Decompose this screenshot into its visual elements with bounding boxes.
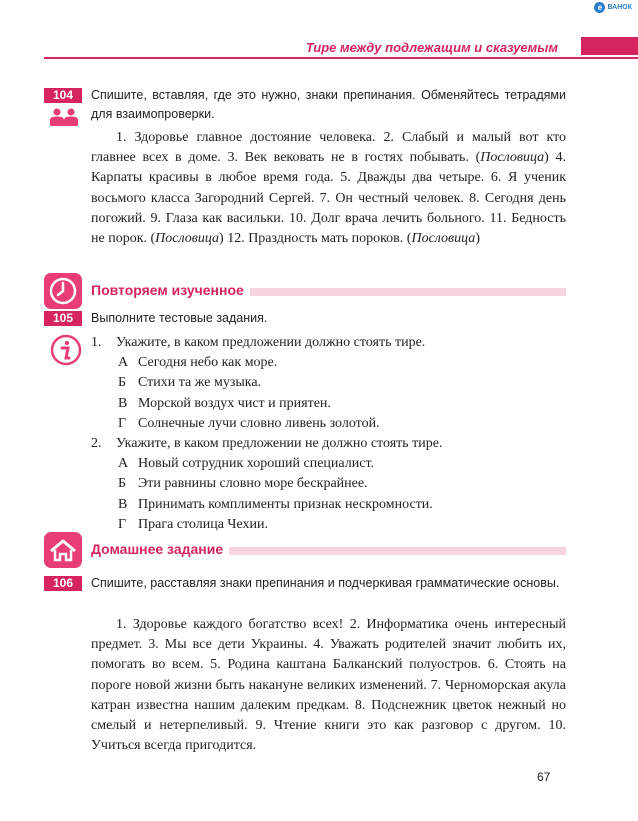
exercise-106-instruction: Спишите, расставляя знаки препинания и подчеркивая грамматические основы. — [91, 576, 560, 590]
section-title-homework: Домашнее задание — [91, 541, 229, 557]
test-questions — [91, 333, 566, 535]
option-letter: В — [118, 395, 128, 411]
option-letter: Б — [118, 476, 127, 492]
question-2 — [91, 434, 566, 454]
source-note: Пословица — [480, 150, 545, 166]
section-title-review: Повторяем изученное — [91, 282, 250, 298]
question-number: 1. — [91, 335, 102, 350]
option-letter: В — [118, 496, 128, 512]
exercise-number-105: 105 — [44, 311, 82, 326]
exercise-106-text: 1. Здоровье каждого богатство всех! 2. Информатика очень интересный предмет. 3. Мы все дети Украины. 4. Уважать родителей значит любить их, помогать во всем. 5. Родина каштана Балканский полуостров. 6. Стоять на пороге новой жизни быть накануне великих изменений. 7. Черноморская акула катран известна нашим далеким предкам. 8. Подснежник цветок нежный но смелый и нетерпеливый. 9. Чтение книги это как разговор с другом. 10. Учиться всегда пригодится. — [91, 617, 566, 754]
question-text: Укажите, в каком предложении должно стоять тире. — [116, 335, 426, 350]
source-note: Пословица — [155, 231, 220, 247]
option-text: Новый сотрудник хороший специалист. — [138, 456, 375, 472]
option-text: Стихи та же музыка. — [138, 375, 262, 391]
info-icon — [50, 334, 82, 366]
question-text: Укажите, в каком предложении не должно стоять тире. — [116, 436, 443, 452]
option-letter: А — [118, 456, 129, 472]
publisher-logo — [594, 2, 632, 13]
option-letter: А — [118, 355, 129, 371]
option-letter: Г — [118, 415, 127, 431]
exercise-105-instruction: Выполните тестовые задания. — [91, 311, 268, 325]
option-text: Солнечные лучи словно ливень золотой. — [138, 415, 380, 431]
house-icon — [44, 532, 82, 568]
option-letter: Г — [118, 516, 127, 532]
header-accent-bar — [581, 37, 638, 55]
question-1 — [91, 333, 566, 353]
option — [91, 414, 566, 434]
text-segment: 1. Здоровье главное достояние человека. 2. Слабый и малый вот кто главнее всех в доме. 3. Век вековать не в гостях побывать. ( — [91, 130, 566, 166]
exercise-number-104: 104 — [44, 88, 82, 103]
option — [91, 515, 566, 535]
option-text: Прага столица Чехии. — [138, 516, 269, 532]
text-segment: ) 4. Карпаты красивы в любое время года. 5. Дважды два четыре. 6. Я ученик восьмого класса Загородний Сергей. 7. Он честный человек. 8. Сегодня день погожий. 9. Глаза как васильки. 10. Долг врача лечить больного. 11. Бедность не порок. ( — [91, 150, 566, 247]
option — [91, 353, 566, 373]
option-text: Морской воздух чист и приятен. — [138, 395, 331, 411]
option — [91, 394, 566, 414]
exercise-104-instruction: Спишите, вставляя, где это нужно, знаки препинания. Обменяйтесь тетрадями для взаимопроверки. — [91, 88, 566, 121]
text-segment: ) 12. Праздность мать пороков. ( — [219, 231, 412, 247]
page-title: Тире между подлежащим и сказуемым — [305, 40, 558, 55]
option — [91, 373, 566, 393]
option-letter: Б — [118, 375, 127, 391]
header-rule — [44, 57, 638, 59]
option-text: Принимать комплименты признак нескромности. — [138, 496, 433, 512]
option-text: Эти равнины словно море бескрайнее. — [138, 476, 368, 492]
option — [91, 454, 566, 474]
option — [91, 495, 566, 515]
option-text: Сегодня небо как море. — [138, 355, 278, 371]
pair-work-icon — [49, 108, 79, 126]
logo-mark: e — [594, 2, 605, 13]
text-segment: ) — [475, 231, 480, 247]
option — [91, 474, 566, 494]
clock-icon — [44, 273, 82, 309]
question-number: 2. — [91, 436, 102, 452]
source-note: Пословица — [411, 231, 476, 247]
logo-text: ВАНОК — [607, 4, 632, 11]
exercise-number-106: 106 — [44, 576, 82, 591]
page-number: 67 — [537, 770, 551, 784]
exercise-104-text — [91, 128, 566, 249]
